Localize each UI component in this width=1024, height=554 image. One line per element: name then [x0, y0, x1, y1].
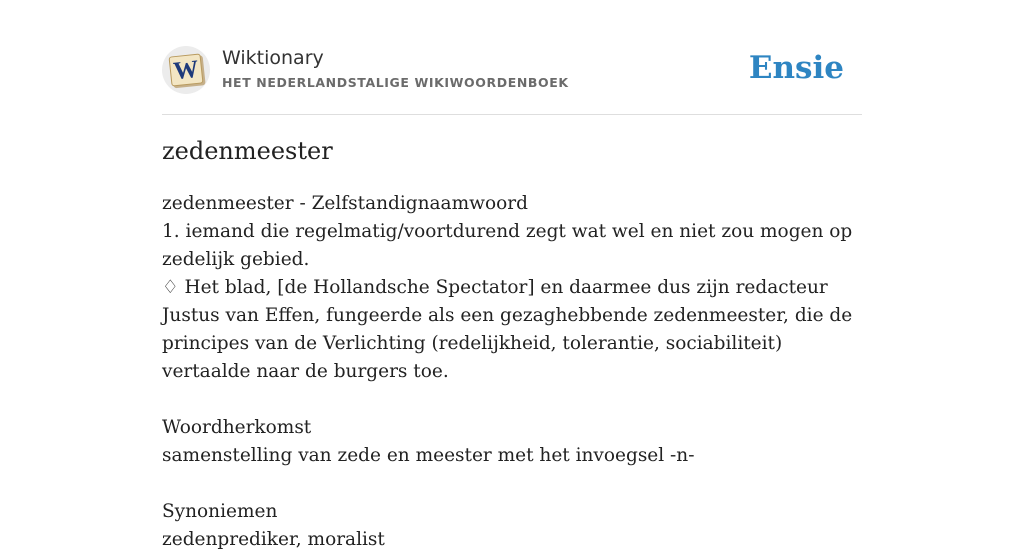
synonyms-text: zedenprediker, moralist: [162, 529, 385, 550]
site-tagline: HET NEDERLANDSTALIGE WIKIWOORDENBOEK: [222, 75, 569, 90]
logo-letter: W: [172, 55, 200, 86]
site-name[interactable]: Wiktionary: [222, 47, 324, 69]
wiktionary-logo[interactable]: [162, 46, 210, 94]
blank-line: [162, 386, 862, 414]
entry-example: ♢ Het blad, [de Hollandsche Spectator] en daarmee dus zijn redacteur Justus van Effen, fungeerde als een gezaghebbende zedenmeester, die de principes van de Verlichting (redelijkheid, tolerantie, sociabiliteit) vertaalde naar de burgers toe.: [162, 277, 853, 382]
etymology-text: samenstelling van zede en meester met het invoegsel -n-: [162, 445, 695, 466]
page-title: zedenmeester: [162, 137, 333, 165]
etymology-heading: Woordherkomst: [162, 417, 312, 438]
entry-content: [162, 190, 862, 554]
blank-line: [162, 470, 862, 498]
logo-tile-icon: [169, 53, 204, 86]
site-header: [162, 44, 862, 115]
entry-heading: zedenmeester - Zelfstandignaamwoord: [162, 193, 528, 214]
synonyms-heading: Synoniemen: [162, 501, 278, 522]
entry-definition: 1. iemand die regelmatig/voortdurend zegt wat wel en niet zou mogen op zedelijk gebied.: [162, 221, 853, 270]
ensie-brand-link[interactable]: Ensie: [748, 50, 844, 86]
